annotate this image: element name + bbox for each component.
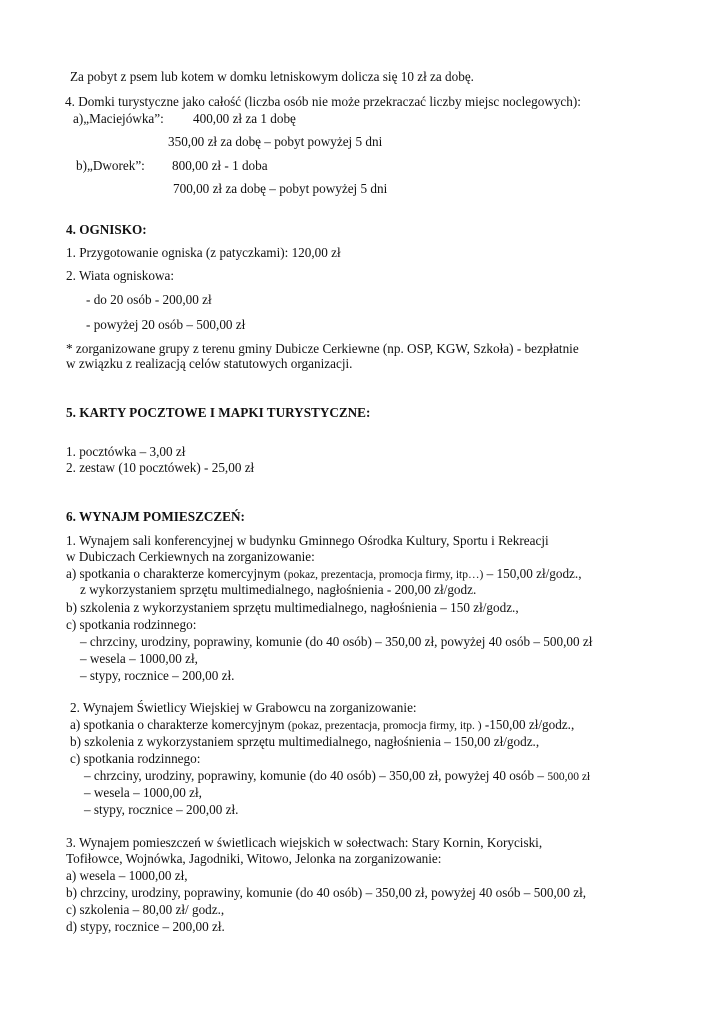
- dworek-price-1: 800,00 zł - 1 doba: [172, 158, 268, 173]
- ognisko-note-1: * zorganizowane grupy z terenu gminy Dubicze Cerkiewne (np. OSP, KGW, Szkoła) - bezpłatnie: [66, 341, 579, 356]
- p2-line-7: – stypy, rocznice – 200,00 zł.: [84, 802, 239, 817]
- karty-heading: 5. KARTY POCZTOWE I MAPKI TURYSTYCZNE:: [66, 405, 371, 420]
- pet-surcharge-note: Za pobyt z psem lub kotem w domku letniskowym dolicza się 10 zł za dobę.: [70, 69, 474, 84]
- p2-line-1: 2. Wynajem Świetlicy Wiejskiej w Grabowcu na zorganizowanie:: [70, 700, 417, 715]
- p1-line-6: c) spotkania rodzinnego:: [66, 617, 197, 632]
- p2-line-2: [70, 717, 574, 734]
- p1-line-3a: a) spotkania o charakterze komercyjnym: [66, 566, 284, 581]
- p1-line-7: – chrzciny, urodziny, poprawiny, komunie (do 40 osób) – 350,00 zł, powyżej 40 osób – 500,00 zł: [80, 634, 593, 649]
- p1-line-4: z wykorzystaniem sprzętu multimedialnego, nagłośnienia - 200,00 zł/godz.: [80, 582, 477, 597]
- cottages-item: 4. Domki turystyczne jako całość (liczba osób nie może przekraczać liczby miejsc noclegowych):: [65, 94, 581, 109]
- p2-line-2b: (pokaz, prezentacja, promocja firmy, itp. ): [287, 720, 482, 732]
- p1-line-3b: (pokaz, prezentacja, promocja firmy, itp…): [283, 569, 484, 581]
- dworek-label: b)„Dworek”:: [76, 158, 145, 173]
- ognisko-line-1: 1. Przygotowanie ogniska (z patyczkami): 120,00 zł: [66, 245, 341, 260]
- p1-line-1: 1. Wynajem sali konferencyjnej w budynku Gminnego Ośrodka Kultury, Sportu i Rekreacji: [66, 533, 549, 548]
- p2-line-5b: 500,00 zł: [547, 771, 591, 783]
- maciejowka-price-1: 400,00 zł za 1 dobę: [193, 111, 296, 126]
- p3-line-1: 3. Wynajem pomieszczeń w świetlicach wiejskich w sołectwach: Stary Kornin, Koryciski,: [66, 835, 543, 850]
- ognisko-line-4: - powyżej 20 osób – 500,00 zł: [86, 317, 246, 332]
- wynajem-heading: 6. WYNAJM POMIESZCZEŃ:: [66, 509, 245, 524]
- ognisko-heading: 4. OGNISKO:: [66, 222, 147, 237]
- p2-line-4: c) spotkania rodzinnego:: [70, 751, 201, 766]
- p3-line-6: d) stypy, rocznice – 200,00 zł.: [66, 919, 225, 934]
- p2-line-6: – wesela – 1000,00 zł,: [84, 785, 202, 800]
- p1-line-2: w Dubiczach Cerkiewnych na zorganizowanie:: [66, 549, 315, 564]
- p1-line-8: – wesela – 1000,00 zł,: [80, 651, 198, 666]
- p2-line-3: b) szkolenia z wykorzystaniem sprzętu multimedialnego, nagłośnienia – 150,00 zł/godz.,: [70, 734, 540, 749]
- ognisko-note-2: w związku z realizacją celów statutowych organizacji.: [66, 356, 353, 371]
- dworek-price-2: 700,00 zł za dobę – pobyt powyżej 5 dni: [173, 181, 388, 196]
- p3-line-3: a) wesela – 1000,00 zł,: [66, 868, 188, 883]
- p1-line-9: – stypy, rocznice – 200,00 zł.: [80, 668, 235, 683]
- maciejowka-label: a)„Maciejówka”:: [73, 111, 164, 126]
- karty-line-2: 2. zestaw (10 pocztówek) - 25,00 zł: [66, 460, 255, 475]
- ognisko-line-2: 2. Wiata ogniskowa:: [66, 268, 175, 283]
- p1-line-5: b) szkolenia z wykorzystaniem sprzętu multimedialnego, nagłośnienia – 150 zł/godz.,: [66, 600, 519, 615]
- p2-line-2a: a) spotkania o charakterze komercyjnym: [70, 717, 288, 732]
- p2-line-5a: – chrzciny, urodziny, poprawiny, komunie (do 40 osób) – 350,00 zł, powyżej 40 osób –: [84, 768, 548, 783]
- p1-line-3: [66, 566, 582, 583]
- p2-line-5: [84, 768, 590, 785]
- maciejowka-price-2: 350,00 zł za dobę – pobyt powyżej 5 dni: [168, 134, 383, 149]
- p3-line-5: c) szkolenia – 80,00 zł/ godz.,: [66, 902, 225, 917]
- p1-line-3c: – 150,00 zł/godz.,: [483, 566, 582, 581]
- p3-line-2: Tofiłowce, Wojnówka, Jagodniki, Witowo, Jelonka na zorganizowanie:: [66, 851, 442, 866]
- p3-line-4: b) chrzciny, urodziny, poprawiny, komunie (do 40 osób) – 350,00 zł, powyżej 40 osób – 500,00 zł,: [66, 885, 587, 900]
- p2-line-2c: -150,00 zł/godz.,: [481, 717, 575, 732]
- karty-line-1: 1. pocztówka – 3,00 zł: [66, 444, 186, 459]
- ognisko-line-3: - do 20 osób - 200,00 zł: [86, 292, 212, 307]
